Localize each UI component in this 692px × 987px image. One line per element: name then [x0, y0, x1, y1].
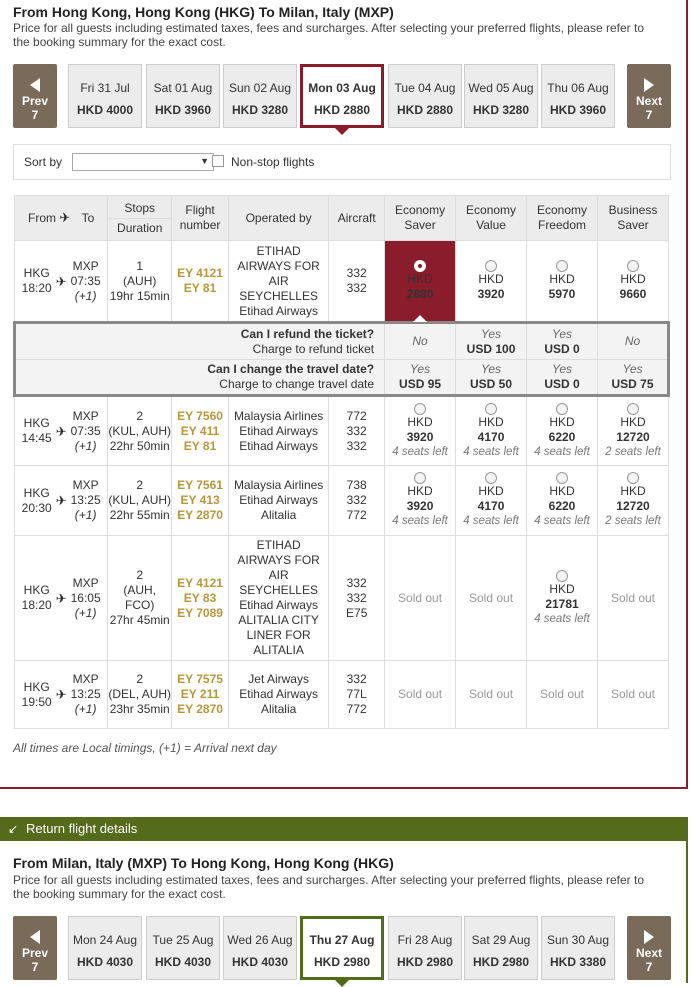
item: EY 413 [180, 493, 220, 507]
flight-number-cell [172, 466, 229, 536]
date-label: Mon 03 Aug [308, 81, 376, 95]
next-count: 7 [645, 108, 653, 122]
item: E75 [346, 605, 368, 620]
fare-cell[interactable] [597, 396, 668, 466]
fare-radio[interactable] [556, 472, 568, 484]
date-label: Tue 25 Aug [152, 933, 214, 947]
refund-value-cell: Yes USD 100 [456, 323, 527, 360]
stops-cell: 2 (KUL, AUH) 22hr 55min [108, 466, 172, 536]
item: EY 4121 [177, 266, 223, 280]
route-cell: HKG 18:20 ✈ MXP 16:05 (+1) [15, 536, 108, 661]
fare-radio[interactable] [485, 403, 497, 415]
fare-currency: HKD [407, 484, 433, 498]
stops-cell: 2 (KUL, AUH) 22hr 50min [108, 396, 172, 466]
fare-cell-soldout: Sold out [527, 661, 598, 729]
fare-cell-soldout: Sold out [456, 536, 527, 661]
item: EY 7561 [177, 478, 223, 492]
header-business-saver: Business Saver [597, 196, 668, 241]
return-section [0, 841, 688, 983]
fare-currency: HKD [478, 414, 504, 429]
return-flight-bar[interactable] [0, 817, 688, 841]
arrow-left-icon [30, 930, 40, 944]
fare-cell[interactable] [385, 466, 456, 536]
fare-currency: HKD [620, 414, 646, 429]
refund-condition-row [15, 323, 669, 360]
stops-cell: 2 (AUH, FCO) 27hr 45min [108, 536, 172, 661]
item: Etihad Airways [239, 303, 318, 318]
fare-radio[interactable] [414, 260, 426, 272]
date-label: Sat 29 Aug [471, 933, 531, 947]
return-bar-label: Return flight details [26, 821, 138, 836]
item: EY 7560 [177, 408, 223, 423]
flight-row [15, 241, 669, 323]
outbound-date-4[interactable] [388, 64, 462, 128]
fare-cell-soldout: Sold out [385, 536, 456, 661]
header-from-to: From ✈ To [15, 196, 108, 241]
item: 332 [346, 438, 367, 453]
refund-value-cell: No [597, 323, 668, 360]
seats-left: 4 seats left [463, 445, 519, 458]
aircraft-cell [329, 241, 385, 323]
item: Malaysia Airlines [233, 478, 324, 492]
item: 738 [346, 478, 367, 492]
outbound-route-title: From Hong Kong, Hong Kong (HKG) To Milan, Italy (MXP) [13, 4, 394, 20]
date-price: HKD 2880 [396, 103, 454, 117]
date-label: Thu 06 Aug [547, 81, 609, 95]
nonstop-label: Non-stop flights [231, 155, 315, 169]
stops-cell: 1 (AUH) 19hr 15min [108, 241, 172, 323]
fare-radio[interactable] [485, 260, 497, 272]
fare-amount: 12720 [616, 499, 650, 513]
fare-currency: HKD [407, 272, 433, 286]
item: EY 4121 [177, 575, 223, 590]
flight-number-cell [172, 396, 229, 466]
item: 772 [346, 508, 367, 522]
return-next-button[interactable] [627, 916, 671, 980]
item: ETIHAD AIRWAYS FOR AIR SEYCHELLES [237, 243, 320, 303]
item: Alitalia [260, 508, 297, 522]
seats-left: 4 seats left [534, 515, 590, 527]
aircraft-cell [329, 396, 385, 466]
fare-currency: HKD [549, 272, 575, 286]
item: Jet Airways [248, 672, 309, 686]
fare-currency: HKD [620, 272, 646, 286]
change-question-cell: Can I change the travel date? Charge to change travel date [15, 360, 385, 396]
seats-left: 4 seats left [392, 445, 448, 458]
outbound-date-5[interactable] [464, 64, 538, 128]
fare-radio[interactable] [414, 403, 426, 415]
fare-amount: 4170 [477, 429, 505, 444]
date-price: HKD 3280 [472, 103, 530, 117]
date-price: HKD 4000 [76, 103, 134, 117]
date-label: Thu 27 Aug [309, 933, 375, 947]
date-price: HKD 3960 [549, 103, 607, 117]
date-price: HKD 4030 [231, 955, 289, 969]
item: EY 81 [183, 438, 217, 453]
return-date-5[interactable] [464, 916, 538, 980]
date-label: Sat 01 Aug [153, 81, 213, 95]
seats-left: 4 seats left [534, 612, 590, 625]
header-economy-freedom: Economy Freedom [527, 196, 598, 241]
item: 332 [346, 493, 367, 507]
flight-number-cell [172, 536, 229, 661]
sort-label: Sort by [24, 155, 63, 169]
fare-cell[interactable] [456, 396, 527, 466]
header-economy-saver: Economy Saver [385, 196, 456, 241]
seats-left: 4 seats left [392, 515, 448, 527]
nonstop-checkbox[interactable] [212, 155, 224, 167]
plane-icon: ✈ [55, 493, 67, 508]
plane-icon: ✈ [55, 687, 67, 702]
fare-radio[interactable] [627, 403, 639, 415]
fare-cell[interactable] [385, 241, 456, 323]
item: 332 [346, 423, 367, 438]
return-date-6[interactable] [541, 916, 615, 980]
item: EY 83 [183, 590, 217, 605]
change-value-cell: Yes USD 95 [385, 360, 456, 396]
fare-amount: 6220 [548, 499, 576, 513]
operator-cell [228, 241, 328, 323]
outbound-date-3[interactable] [300, 64, 384, 128]
date-price: HKD 2880 [313, 103, 371, 117]
outbound-date-1[interactable] [146, 64, 220, 128]
return-date-3[interactable] [300, 916, 384, 980]
date-price: HKD 2980 [313, 955, 371, 969]
seats-left: 2 seats left [605, 515, 661, 527]
item: 77L [346, 687, 367, 701]
return-date-0[interactable] [68, 916, 142, 980]
fare-amount: 5970 [548, 287, 576, 301]
fare-radio[interactable] [556, 260, 568, 272]
change-value-cell: Yes USD 75 [597, 360, 668, 396]
plane-icon: ✈ [55, 273, 67, 289]
route-cell: HKG 20:30 ✈ MXP 13:25 (+1) [15, 466, 108, 536]
item: Etihad Airways [239, 423, 318, 438]
prev-label: Prev [21, 946, 49, 960]
flights-table [13, 195, 670, 729]
fare-cell-soldout: Sold out [597, 661, 668, 729]
fare-cell[interactable] [527, 466, 598, 536]
item: Etihad Airways [239, 493, 318, 507]
aircraft-cell [329, 536, 385, 661]
item: 332 [346, 672, 367, 686]
fare-radio[interactable] [556, 403, 568, 415]
operator-cell [228, 396, 328, 466]
plane-icon: ✈ [59, 210, 71, 225]
item: 332 [346, 575, 367, 590]
seats-left: 4 seats left [534, 445, 590, 458]
flight-row [15, 536, 669, 661]
flight-number-cell [172, 661, 229, 729]
item: EY 411 [180, 423, 220, 438]
fare-amount: 2880 [406, 287, 434, 301]
fare-currency: HKD [478, 272, 504, 286]
outbound-next-button[interactable] [627, 64, 671, 128]
item: EY 211 [180, 687, 220, 701]
fare-currency: HKD [407, 414, 433, 429]
item: Etihad Airways [239, 687, 318, 701]
timing-footnote: All times are Local timings, (+1) = Arrival next day [13, 741, 277, 755]
header-flight: Flight number [172, 196, 229, 241]
date-label: Fri 28 Aug [397, 933, 453, 947]
return-date-4[interactable] [388, 916, 462, 980]
fare-cell-soldout: Sold out [385, 661, 456, 729]
item: 332 [346, 590, 367, 605]
item: Etihad Airways [239, 598, 318, 612]
seats-left: 4 seats left [463, 515, 519, 527]
fare-cell[interactable] [456, 466, 527, 536]
date-label: Tue 04 Aug [394, 81, 456, 95]
route-cell: HKG 19:50 ✈ MXP 13:25 (+1) [15, 661, 108, 729]
fare-amount: 12720 [616, 429, 650, 444]
fare-currency: HKD [620, 484, 646, 498]
item: Etihad Airways [239, 438, 318, 453]
date-price: HKD 3280 [231, 103, 289, 117]
date-label: Sun 30 Aug [546, 933, 610, 947]
next-label: Next [635, 94, 662, 108]
fare-radio[interactable] [556, 570, 568, 582]
fare-currency: HKD [549, 414, 575, 429]
prev-count: 7 [31, 108, 39, 122]
fare-currency: HKD [478, 484, 504, 498]
flight-number-cell [172, 241, 229, 323]
item: EY 7089 [177, 605, 223, 620]
item: 772 [346, 702, 367, 716]
item: ETIHAD AIRWAYS FOR AIR SEYCHELLES [237, 538, 320, 597]
change-condition-row [15, 360, 669, 396]
date-label: Mon 24 Aug [72, 933, 138, 947]
fare-amount: 3920 [406, 499, 434, 513]
fare-cell[interactable] [597, 241, 668, 323]
flight-row [15, 661, 669, 729]
refund-value-cell: No [385, 323, 456, 360]
operator-cell [228, 661, 328, 729]
fare-currency: HKD [549, 581, 575, 596]
item: EY 2870 [177, 508, 223, 522]
fare-cell[interactable] [527, 536, 598, 661]
flight-row [15, 466, 669, 536]
outbound-date-6[interactable] [541, 64, 615, 128]
return-prev-button[interactable] [13, 916, 57, 980]
fare-radio[interactable] [627, 260, 639, 272]
item: 772 [346, 408, 367, 423]
header-aircraft: Aircraft [329, 196, 385, 241]
item: EY 81 [183, 281, 217, 295]
date-price: HKD 4030 [154, 955, 212, 969]
next-label: Next [635, 946, 662, 960]
item: ALITALIA CITY LINER FOR ALITALIA [238, 613, 319, 657]
item: 332 [346, 266, 367, 280]
date-label: Sun 02 Aug [228, 81, 292, 95]
return-price-note: Price for all guests including estimated taxes, fees and surcharges. After selecting your preferred flights, please refer to the booking summary for the exact cost. [13, 873, 644, 901]
date-price: HKD 3960 [154, 103, 212, 117]
route-cell: HKG 18:20 ✈ MXP 07:35 (+1) [15, 241, 108, 323]
fare-amount: 3920 [406, 429, 434, 444]
fare-amount: 21781 [545, 596, 579, 611]
refund-question-cell: Can I refund the ticket? Charge to refund ticket [15, 323, 385, 360]
fare-cell-soldout: Sold out [597, 536, 668, 661]
date-price: HKD 3380 [549, 955, 607, 969]
date-label: Wed 05 Aug [468, 81, 534, 95]
sort-bar [13, 144, 671, 180]
date-price: HKD 4030 [76, 955, 134, 969]
date-label: Wed 26 Aug [227, 933, 293, 947]
flight-row [15, 396, 669, 466]
fare-amount: 3920 [477, 287, 505, 301]
arrow-down-left-icon: ↙ [8, 822, 19, 836]
stops-cell: 2 (DEL, AUH) 23hr 35min [108, 661, 172, 729]
fare-radio[interactable] [414, 472, 426, 484]
fare-radio[interactable] [485, 472, 497, 484]
change-value-cell: Yes USD 0 [527, 360, 598, 396]
item: EY 7575 [177, 672, 223, 686]
outbound-date-0[interactable] [68, 64, 142, 128]
date-price: HKD 2980 [396, 955, 454, 969]
fare-amount: 6220 [548, 429, 576, 444]
fare-cell[interactable] [597, 466, 668, 536]
item: EY 2870 [177, 702, 223, 716]
route-cell: HKG 14:45 ✈ MXP 07:35 (+1) [15, 396, 108, 466]
header-operated: Operated by [228, 196, 328, 241]
arrow-left-icon [30, 78, 40, 92]
fare-cell[interactable] [456, 241, 527, 323]
date-price: HKD 2980 [472, 955, 530, 969]
operator-cell [228, 536, 328, 661]
header-economy-value: Economy Value [456, 196, 527, 241]
plane-icon: ✈ [55, 423, 67, 439]
outbound-date-2[interactable] [223, 64, 297, 128]
date-label: Fri 31 Jul [80, 81, 130, 95]
fare-radio[interactable] [627, 472, 639, 484]
outbound-price-note: Price for all guests including estimated taxes, fees and surcharges. After selecting your preferred flights, please refer to the booking summary for the exact cost. [13, 21, 644, 49]
seats-left: 2 seats left [605, 445, 661, 458]
fare-amount: 9660 [619, 287, 647, 301]
fare-cell[interactable] [527, 396, 598, 466]
aircraft-cell [329, 466, 385, 536]
fare-amount: 4170 [477, 499, 505, 513]
fare-currency: HKD [549, 484, 575, 498]
prev-count: 7 [31, 960, 39, 974]
arrow-right-icon [644, 78, 654, 92]
outbound-prev-button[interactable] [13, 64, 57, 128]
plane-icon: ✈ [55, 590, 67, 606]
next-count: 7 [645, 960, 653, 974]
refund-value-cell: Yes USD 0 [527, 323, 598, 360]
item: Alitalia [260, 702, 297, 716]
fare-cell[interactable] [527, 241, 598, 323]
item: 332 [346, 281, 367, 295]
operator-cell [228, 466, 328, 536]
return-route-title: From Milan, Italy (MXP) To Hong Kong, Hong Kong (HKG) [13, 855, 394, 871]
arrow-right-icon [644, 930, 654, 944]
sort-select[interactable] [72, 153, 214, 171]
item: Malaysia Airlines [233, 408, 324, 423]
change-value-cell: Yes USD 50 [456, 360, 527, 396]
header-stops: Stops Duration [108, 196, 172, 241]
aircraft-cell [329, 661, 385, 729]
fare-cell-soldout: Sold out [456, 661, 527, 729]
return-date-2[interactable] [223, 916, 297, 980]
prev-label: Prev [21, 94, 49, 108]
return-date-1[interactable] [146, 916, 220, 980]
fare-cell[interactable] [385, 396, 456, 466]
